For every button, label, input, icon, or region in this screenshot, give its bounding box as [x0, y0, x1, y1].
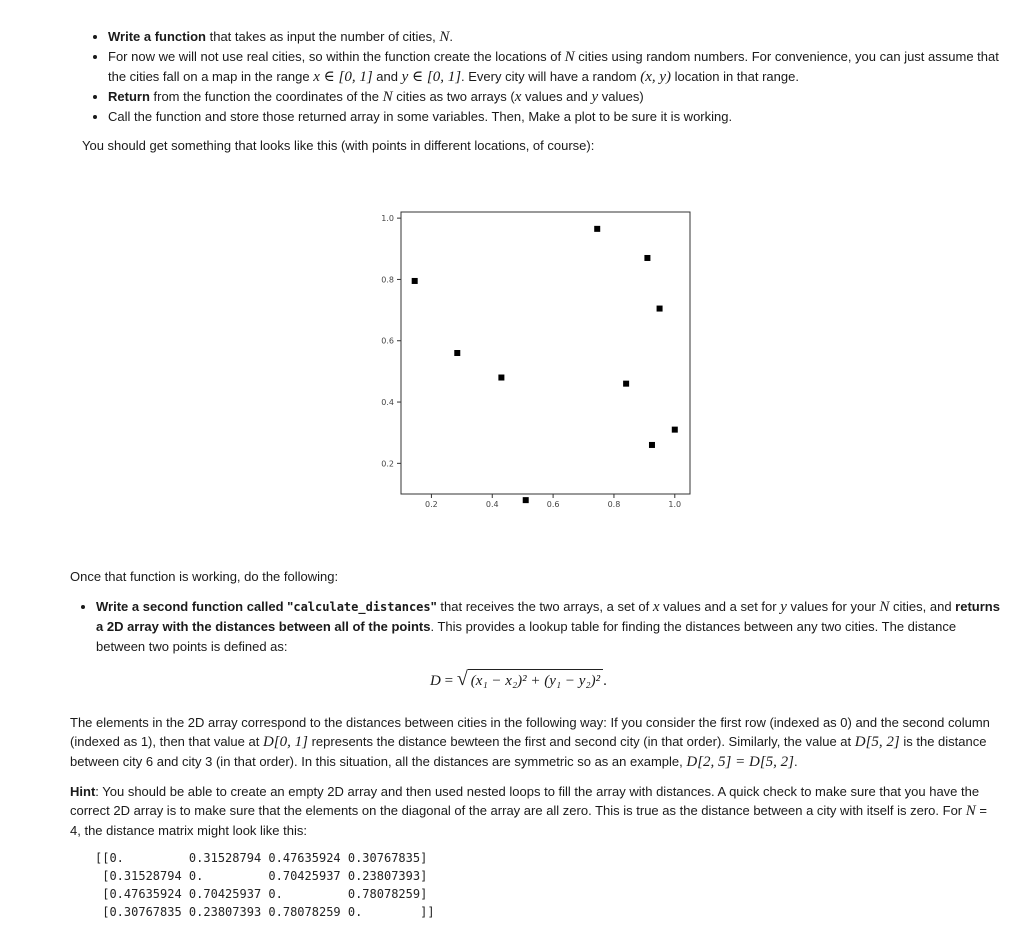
- formula-lhs: D: [430, 673, 441, 689]
- bullet-return: [108, 87, 1013, 107]
- formula-end: .: [603, 673, 607, 689]
- bold-text: Return: [108, 89, 150, 104]
- y-tick-label: 0.2: [381, 459, 394, 469]
- data-point: [649, 442, 655, 448]
- text: .: [794, 754, 798, 769]
- text: cities using random numbers. For convenience, you can just assume that the cities fall on a map in the range: [108, 49, 999, 84]
- y-tick-label: 0.4: [381, 398, 394, 408]
- y-axis: [381, 214, 401, 468]
- data-point: [644, 255, 650, 261]
- math-d52: D[5, 2]: [854, 734, 900, 750]
- x-tick-label: 1.0: [668, 500, 682, 509]
- bold-text: Hint: [70, 784, 96, 799]
- expect-text: You should get something that looks like this (with points in different locations, of course):: [82, 138, 595, 153]
- bullet-write-function: [108, 27, 1013, 47]
- intro-bullet-list: [90, 27, 1013, 126]
- distance-formula: [430, 668, 607, 698]
- formula-eq: =: [440, 673, 457, 689]
- hint-paragraph: [70, 782, 990, 840]
- bold-text: returns a 2D array with the distances between all of the points: [96, 599, 1000, 634]
- data-point: [672, 427, 678, 433]
- text: that takes as input the number of cities,: [205, 29, 440, 44]
- math-var: N: [439, 29, 450, 45]
- data-point: [523, 497, 529, 503]
- math-var: y: [780, 599, 787, 615]
- math-var: y: [591, 89, 599, 105]
- text: For now we will not use real cities, so within the function create the locations of: [108, 49, 565, 64]
- data-point: [657, 306, 663, 312]
- y-tick-label: 1.0: [381, 214, 394, 224]
- math-var: N: [382, 89, 393, 105]
- x-tick-label: 0.6: [546, 500, 560, 509]
- second-bullet-list: [78, 597, 1001, 657]
- text: values): [598, 89, 644, 104]
- data-point: [454, 350, 460, 356]
- data-series: [412, 226, 678, 503]
- x-tick-label: 0.4: [485, 500, 499, 509]
- text: location in that range.: [671, 69, 799, 84]
- y-tick-label: 0.8: [381, 275, 394, 285]
- bullet-call-function: [108, 107, 1013, 126]
- text: values and a set for: [659, 599, 781, 614]
- math-var: N: [879, 599, 890, 615]
- data-point: [594, 226, 600, 232]
- y-tick-label: 0.6: [381, 336, 394, 346]
- data-point: [623, 381, 629, 387]
- text: cities as two arrays (: [392, 89, 515, 104]
- math-x-range: x ∈ [0, 1]: [313, 69, 373, 85]
- text: from the function the coordinates of the: [149, 89, 383, 104]
- text: represents the distance bewteen the first and second city (in that order). Similarly, the value at: [307, 734, 855, 749]
- data-point: [412, 278, 418, 284]
- text: is the distance between city 6 and city 3 (in that order). In this situation, all the distances are symmetric so as an example,: [70, 734, 987, 769]
- math-symmetry: D[2, 5] = D[5, 2]: [686, 754, 794, 770]
- text: . This provides a lookup table for finding the distances between any two cities. The distance between two points is defined as:: [96, 619, 957, 654]
- bold-text: ": [430, 599, 437, 614]
- math-var: N: [564, 49, 575, 65]
- bold-text: Write a function: [108, 29, 206, 44]
- x-tick-label: 0.2: [425, 500, 438, 509]
- elements-paragraph: [70, 713, 990, 772]
- text: Call the function and store those returned array in some variables. Then, Make a plot to be sure it is working.: [108, 109, 733, 124]
- sqrt-sign: √: [456, 668, 468, 690]
- x-axis: [425, 494, 681, 509]
- x-tick-label: 0.8: [607, 500, 621, 509]
- math-d01: D[0, 1]: [262, 734, 308, 750]
- math-var: x: [514, 89, 522, 105]
- formula-radicand: (x₁ − x₂)² + (y₁ − y₂)²: [468, 669, 603, 690]
- plot-frame: [401, 212, 690, 494]
- bullet-calculate-distances: [96, 597, 1001, 657]
- once-text: Once that function is working, do the following:: [70, 569, 339, 584]
- distance-matrix-code: [[0. 0.31528794 0.47635924 0.30767835] [0.31528794 0. 0.70425937 0.23807393] [0.47635924 0.70425937 0. 0.78078259] [0.30767835 0.23807393 0.78078259 0. ]]: [95, 851, 435, 919]
- text: . Every city will have a random: [461, 69, 641, 84]
- text: values and: [521, 89, 592, 104]
- text: and: [372, 69, 402, 84]
- text: cities, and: [889, 599, 956, 614]
- text: : You should be able to create an empty 2D array and then used nested loops to fill the array with distances. A quick check to make sure that you have the correct 2D array is to make sure that the elements on the diagonal of the array are all zero. This is true as the distance between a city with itself is zero. For: [70, 784, 980, 818]
- text: values for your: [786, 599, 880, 614]
- bold-text: Write a second function called ": [96, 599, 294, 614]
- data-point: [498, 375, 504, 381]
- bullet-random-locations: [108, 47, 1013, 87]
- math-var: x: [652, 599, 660, 615]
- scatter-chart: [368, 205, 698, 510]
- text: that receives the two arrays, a set of: [436, 599, 653, 614]
- math-var: N: [965, 803, 976, 819]
- text: .: [449, 29, 454, 44]
- function-name-code: calculate_distances: [293, 600, 431, 614]
- text: The elements in the 2D array correspond to the distances between cities in the following way: If you consider the first row (indexed as 0) and the second column (indexed as 1), then that value at: [70, 715, 990, 749]
- text: = 4, the distance matrix might look like this:: [70, 803, 987, 838]
- math-y-range: y ∈ [0, 1]: [401, 69, 462, 85]
- math-xy: (x, y): [640, 69, 672, 85]
